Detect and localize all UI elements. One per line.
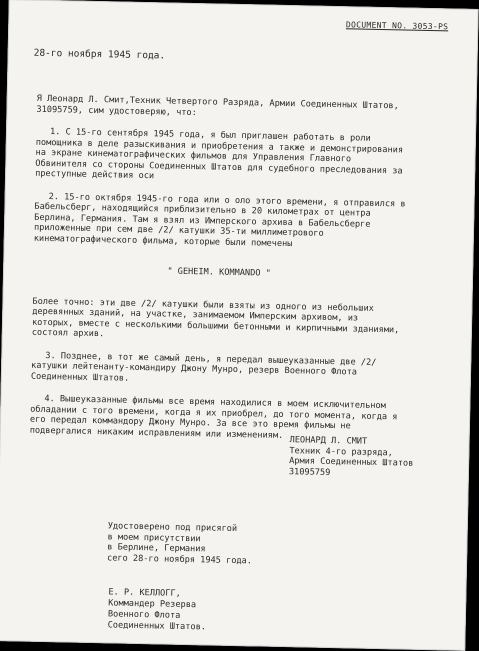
sworn-line: в моем присутствии bbox=[107, 531, 201, 544]
paragraph-2: 2. 15-го октября 1945-го года или о оло этого времени, я отправился в Бабельсберг, находящийся приблизительно в 20 километрах от центра Берлина, Германия. Там я взял из Имперского архива в Бабельсберге приложенные при сем две /2/ катушки 35-ти миллиметрового кинематографического фильма, которые были помечены bbox=[33, 191, 406, 249]
signature-line: Армия Соединенных Штатов bbox=[289, 456, 414, 469]
signature-line: Военного Флота bbox=[107, 609, 181, 621]
signature-line: Е. Р. КЕЛЛОГГ, bbox=[108, 587, 181, 599]
film-title: " GEHEIM. KOMMANDO " bbox=[167, 266, 271, 279]
document-number: DOCUMENT NO. 3053-PS bbox=[345, 20, 449, 32]
intro-paragraph: Я Леонард Л. Смит,Техник Четвертого Разряда, Армии Соединенных Штатов, 31095759, сим удостоверяю, что: bbox=[36, 93, 399, 118]
sworn-line: в Берлине, Германия bbox=[107, 542, 206, 555]
document-body bbox=[29, 94, 408, 456]
signature-block-smith bbox=[289, 435, 414, 480]
sworn-line: сего 28-го ноября 1945 года. bbox=[106, 552, 253, 566]
signature-block-kellogg bbox=[108, 587, 207, 633]
paragraph-more-precisely: Более точно: эти две /2/ катушки были взяты из одного из небольших деревянных зданий, на участке, занимаемом Имперским архивом, из которых, вместе с несколькими большими бетонными и кирпичными зданиями, состоял архив. bbox=[31, 296, 400, 340]
signature-line: Соединенных Штатов. bbox=[107, 620, 207, 633]
signature-line: 31095759 bbox=[288, 466, 331, 478]
paragraph-4: 4. Вышеуказанные фильмы все время находилися в моем исключительном обладании с того времени, когда я их приобрел, до того момента, когда я его передал коммандору Джону Мунро. За все это время фильмы не подвергалися никаким исправлениям или изменениям. bbox=[29, 393, 398, 441]
signature-line: Коммандер Резерва bbox=[108, 598, 197, 611]
signature-line: ЛЕОНАРД Л. СМИТ bbox=[289, 435, 368, 447]
sworn-line: Удостоверено под присягой bbox=[107, 521, 238, 535]
paragraph-3: 3. Позднее, в тот же самый день, я передал вышеуказанные две /2/ катушки лейтенанту-командиру Джону Мунро, резерв Военного Флота Соединенных Штатов. bbox=[30, 350, 377, 384]
signature-line: Техник 4-го разряда, bbox=[289, 445, 393, 458]
document-date: 28-го ноября 1945 года. bbox=[33, 47, 166, 62]
paragraph-1: 1. С 15-го сентября 1945 года, я был приглашен работать в роли помощника в деле разыскивания и приобретения а также и демонстрирования на экране кинематографических фильмов для Управления Главного Обвинителя со стороны Соединенных Штатов для судебного преследования за преступные действия оси bbox=[35, 127, 404, 182]
sworn-statement bbox=[107, 521, 253, 566]
